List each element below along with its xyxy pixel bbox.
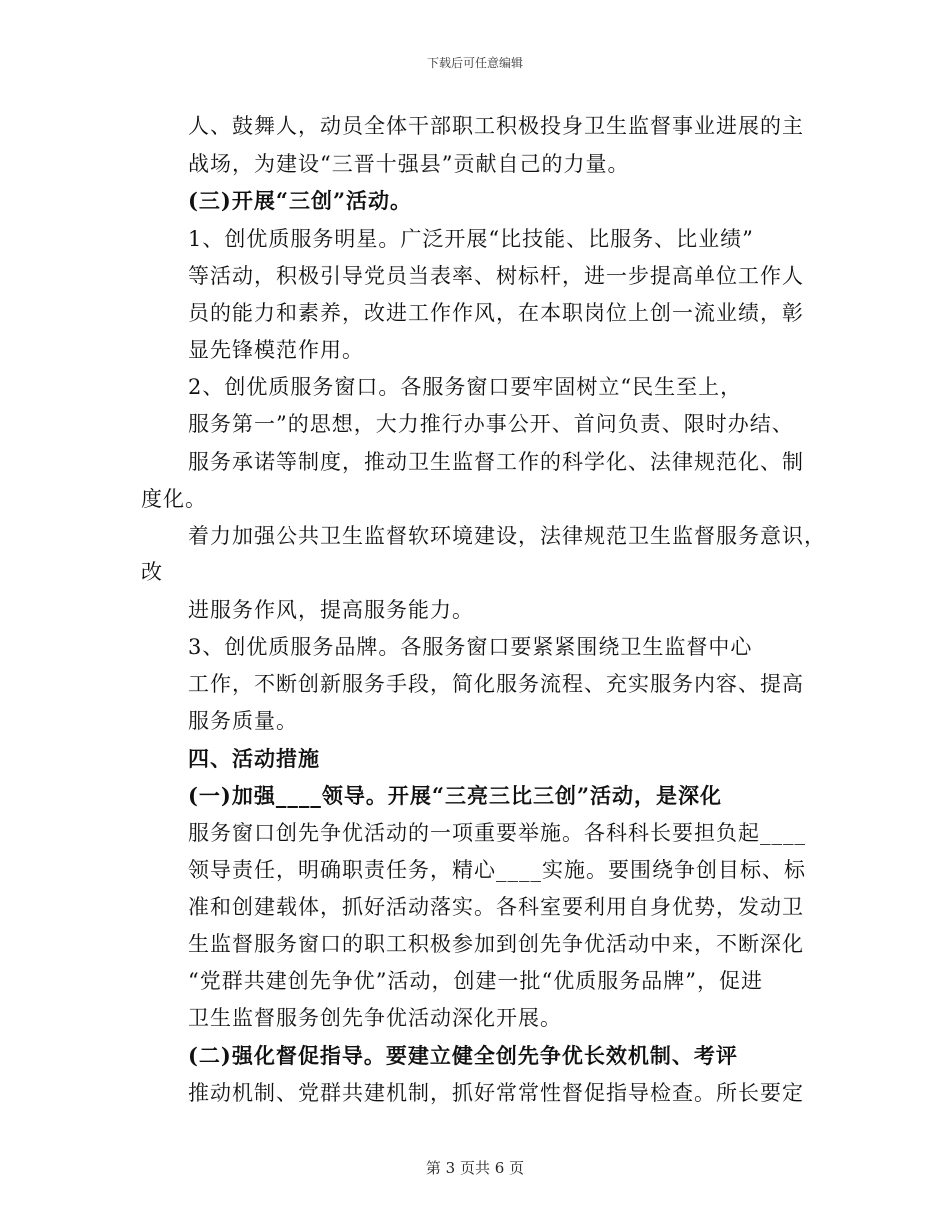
text-line: 推动机制、党群共建机制，抓好常常性督促指导检查。所长要定 [188, 1081, 804, 1105]
text-line: 服务第一”的思想，大力推行办事公开、首问负责、限时办结、 [188, 412, 794, 436]
text-line: 1、创优质服务明星。广泛开展“比技能、比服务、比业绩” [188, 227, 754, 251]
page-header: 下载后可任意编辑 [426, 56, 523, 70]
text-line: 人、鼓舞人，动员全体干部职工积极投身卫生监督事业进展的主 [188, 114, 804, 138]
text-line: 员的能力和素养，改进工作作风，在本职岗位上创一流业绩，彰 [188, 301, 804, 325]
text-line: 3、创优质服务品牌。各服务窗口要紧紧围绕卫生监督中心 [188, 635, 753, 659]
text-line: 服务质量。 [188, 709, 298, 733]
section-heading: (二)强化督促指导。要建立健全创先争优长效机制、考评 [188, 1043, 738, 1068]
text-line: 服务窗口创先争优活动的一项重要举施。各科科长要担负起____ [188, 821, 806, 845]
text-line: “党群共建创先争优”活动，创建一批“优质服务品牌”，促进 [188, 969, 763, 993]
text-line: 度化。 [141, 487, 207, 511]
text-line: 服务承诺等制度，推动卫生监督工作的科学化、法律规范化、制 [188, 450, 804, 474]
page-number: 第 3 页共 6 页 [425, 1159, 525, 1177]
text-line: 卫生监督服务创先争优活动深化开展。 [188, 1006, 562, 1030]
text-line: 工作，不断创新服务手段，简化服务流程、充实服务内容、提高 [188, 672, 804, 696]
section-heading: 四、活动措施 [188, 746, 320, 771]
text-line: 准和创建载体，抓好活动落实。各科室要利用自身优势，发动卫 [188, 895, 804, 919]
text-line: 领导责任，明确职责任务，精心____实施。要围绕争创目标、标 [188, 858, 806, 882]
text-line: 2、创优质服务窗口。各服务窗口要牢固树立“民生至上， [188, 375, 743, 399]
text-line: 战场，为建设“三晋十强县”贡献自己的力量。 [188, 152, 630, 176]
text-line: 改 [141, 560, 163, 584]
text-line: 显先锋模范作用。 [188, 338, 364, 362]
text-line: 进服务作风，提高服务能力。 [188, 598, 474, 622]
text-line: 等活动，积极引导党员当表率、树标杆，进一步提高单位工作人 [188, 264, 804, 288]
text-line: 生监督服务窗口的职工积极参加到创先争优活动中来，不断深化 [188, 932, 804, 956]
section-heading: (三)开展“三创”活动。 [188, 188, 413, 213]
text-line: 着力加强公共卫生监督软环境建设，法律规范卫生监督服务意识， [188, 524, 826, 548]
section-heading: (一)加强____领导。开展“三亮三比三创”活动，是深化 [188, 783, 723, 808]
